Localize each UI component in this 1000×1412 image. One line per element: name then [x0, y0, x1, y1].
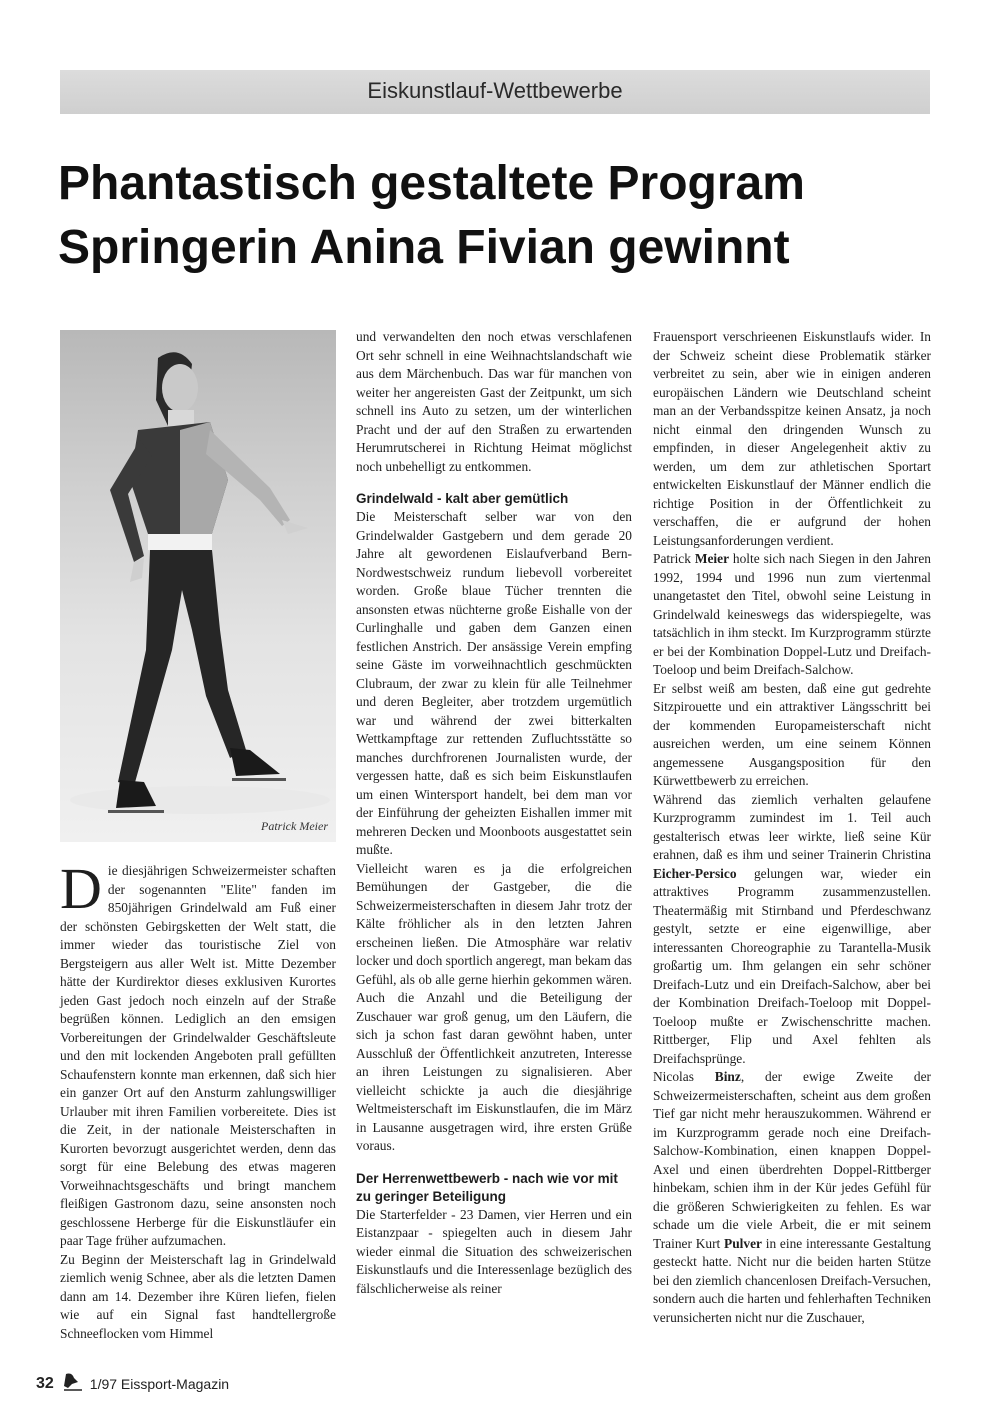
paragraph-text: Patrick — [653, 551, 695, 566]
subheading: Grindelwald - kalt aber gemütlich — [356, 491, 569, 506]
section-rubric: Eiskunstlauf-Wettbewerbe — [367, 78, 623, 103]
article-paragraph — [653, 1068, 931, 1327]
name-bold: Binz — [714, 1069, 741, 1084]
name-bold: Eicher-Persico — [653, 865, 737, 881]
headline-line-1: Phantastisch gestaltete Program — [58, 157, 805, 210]
paragraph-text: holte sich nach Siegen in den Jahren 1992, 1994 und 1996 nun zum viertenmal unangetastet den Titel, obwohl seine Leistung in Grindelwald keineswegs das widerspiegelte, was tatsächlich in ihm steckt. Im Kurzprogramm stürzte er bei der Kombination Doppel-Lutz und Dreifach-Toeloop und beim Dreifach-Salchow. — [653, 551, 932, 677]
paragraph-text: Während das ziemlich verhalten gelaufene Kurzprogramm zumindest im 1. Teil auch gestalterisch etwas leer wirkte, ließ seine Kür erahnen, daß es ihm und seiner Trainerin Christina — [653, 791, 931, 862]
skater-photo — [60, 330, 336, 842]
page-number: 32 — [36, 1374, 54, 1392]
article-paragraph: Zu Beginn der Meisterschaft lag in Grindelwald ziemlich wenig Schnee, aber als die letzten Damen dann am 14. Dezember ihre Küren liefen, fielen wie auf ein Signal fast handtellergroße Schneeflocken vom Himmel — [60, 1251, 336, 1341]
article-paragraph: Die Starterfelder - 23 Damen, vier Herren und ein Eistanzpaar - spiegelten auch in diesem Jahr wieder einmal die Situation des schweizerischen Eiskunstlaufs und die Interessenlage bezüglich des fälschlicherweise als reiner — [356, 1206, 632, 1296]
article-column-1 — [60, 856, 336, 1343]
headline-line-2: Springerin Anina Fivian gewinnt — [58, 221, 790, 274]
headline — [58, 152, 1000, 280]
paragraph-text: in eine interessante Gestaltung gesteckt hatte. Nicht nur die beiden harten Stütze bei den ziemlich chancenlosen Dreifach-Versuchen, sondern auch die harten und fehlerhaften Techniken verunsicherten nicht nur die Zuschauer, — [653, 1235, 931, 1325]
article-column-3 — [653, 328, 931, 1327]
article-paragraph: und verwandelten den noch etwas verschlafenen Ort sehr schnell in eine Weihnachtslandschaft wie aus dem Märchenbuch. Das war für manchen von weiter her angereisten Gast der Zeitpunkt, um sich schnell ins Auto zu setzen, um der winterlichen Pracht und der auf den Straßen zu erwartenden Herumrutscherei in Richtung Heimat möglichst noch unbehelligt zu entkommen. — [356, 329, 632, 474]
article-column-2 — [356, 328, 632, 1298]
article-paragraph — [60, 856, 336, 1251]
name-bold: Meier — [694, 551, 730, 566]
paragraph-text: gelungen war, wieder ein attraktives Programm zusammenzustellen. Theatermäßig mit Stirnband und Pferdeschwanz gestylt, setzte er eine eigenwillige, aber interessanten Choreographie zu Tarantella-Musik großartig um. Ihm gelangen ein sehr schöner Dreifach-Lutz und ein Dreifach-Salchow, aber bei der Kombination Dreifach-Toeloop mit Doppel-Toeloop mußte er Zwischenschritte machen. Rittberger, Flip und Axel fehlten als Dreifachsprünge. — [653, 865, 931, 1066]
name-bold: Pulver — [724, 1235, 762, 1251]
article-paragraph: Vielleicht waren es ja die erfolgreichen Bemühungen der Gastgeber, die die Schweizermeisterschaften in diesem Jahr trotz der Kälte fröhlicher als in den letzten Jahren erscheinen ließen. Die Atmosphäre war relativ locker und doch sportlich angeregt, man bekam das Gefühl, als ob alle gerne hierhin gekommen wären. Auch die Anzahl und die Beteiligung der Zuschauer war groß genug, um den Läufern, die sich ja schon fast daran gewöhnt haben, unter Ausschluß der Öffentlichkeit anzutreten, Interesse an ihren Leistungen zu signalisieren. Aber vielleicht schickte ja auch die diesjährige Weltmeisterschaft im Eiskunstlaufen, die im März in Lausanne ausgetragen wird, ihre ersten Grüße voraus. — [356, 860, 632, 1153]
article-paragraph: Frauensport verschrieenen Eiskunstlaufs wider. In der Schweiz scheint diese Problematik stärker verbreitet zu sein, aber wie in einigen anderen europäischen Ländern wie Deutschland scheint man an der Verbandsspitze keinen Ansatz, ja noch nicht einmal den dringenden Wunsch zu empfinden, in dieser Angelegenheit aktiv zu werden, um dem zur athletischen Sportart entwickelten Eiskunstlauf der Männer endlich die richtige Position in der Öffentlichkeit zu verschaffen, die er aufgrund der hohen Leistungsanforderungen verdient. — [653, 329, 931, 548]
skater-logo-icon — [62, 1372, 84, 1395]
page-footer — [36, 1372, 229, 1395]
rubric-bar — [60, 70, 930, 114]
paragraph-text: , der ewige Zweite der Schweizermeisterschaften, scheint aus dem großen Tief gar nicht mehr herauszukommen. Während er im Kurzprogramm gerade noch eine Dreifach-Salchow-Kombination, einen knappen Doppel-Axel und einen überdrehten Doppel-Rittberger hinbekam, schien ihm in der Kür jedes Gefühl für die größeren Schwierigkeiten zu fehlen. Es war schade um die viele Arbeit, die er mit seinem Trainer Kurt — [653, 1069, 931, 1251]
drop-cap: D — [60, 856, 102, 921]
paragraph-text: Nicolas — [653, 1069, 715, 1084]
article-paragraph: Er selbst weiß am besten, daß eine gut gedrehte Sitzpirouette und ein attraktiver Längsschritt bei der kommenden Europameisterschaft nicht ausreichen werden, um eine seinem Können angemessene Ausgangsposition für den Kürwettbewerb zu erreichen. — [653, 680, 931, 788]
subheading: Der Herrenwettbewerb - nach wie vor mit zu geringer Beteiligung — [356, 1170, 618, 1204]
article-paragraph — [653, 550, 931, 680]
article-paragraph: Die Meisterschaft selber war von den Grindelwalder Gastgebern und dem gerade 20 Jahre alt gewordenen Eislaufverband Bern-Nordwestschweiz rundum liebevoll vorbereitet worden. Große blaue Tücher trennten die ansonsten etwas nüchterne große Eishalle von der Curlinghalle und gaben dem Ganzen einen festlichen Anstrich. Der ansässige Verein empfing seine Gäste im vorweihnachtlich geschmückten Clubraum, der zwar zu klein für alle Teilnehmer und deren Begleiter, aber trotzdem urgemütlich war und während der zwei bitterkalten Wettkampftage zur rettenden Zufluchtsstätte so manches durchfrorenen Journalisten wurde, der vergessen hatte, daß es sich beim Eiskunstlaufen um einen Wintersport handelt, bei dem man vor der Einführung der geheizten Eishallen immer mit mehreren Decken und Moonboots ausgestattet sein mußte. — [356, 509, 632, 857]
issue-label: 1/97 Eissport-Magazin — [89, 1375, 230, 1392]
photo-caption: Patrick Meier — [261, 819, 328, 833]
article-paragraph — [653, 791, 931, 1069]
paragraph-text: ie diesjährigen Schweizermeister schaften der sogenannten "Elite" fanden im 850jährigen Grindelwald am Fuß einer der schönsten Gebirgsketten der Welt statt, die immer wieder das touristische Ziel von Bergsteigern aus aller Welt ist. Mitte Dezember hätte der Kurdirektor dieses exklusiven Kurortes jeden Gast jedoch noch einzeln auf der Straße begrüßen können. Lediglich an den emsigen Vorbereitungen der Grindelwalder Geschäftsleute und den mit lockenden Angeboten prall gefüllten Schaufenstern konnte man erkennen, daß sich hier ein ganzer Ort auf den Ansturm zahlungswilliger Urlauber mit ihren Familien vorbereitete. Dies ist die Zeit, in der nationale Meisterschaften in Kurorten bevorzugt ausgerichtet werden, denn das sorgt für eine Belebung des etwas mageren Vorweihnachtsgeschäfts und bringt manchem fleißigen Gastronom dazu, seine ansonsten noch geschlossene Herberge für die Eiskunstläufer ein paar Tage früher aufzumachen. — [60, 863, 336, 1248]
skater-figure-icon — [60, 330, 336, 842]
